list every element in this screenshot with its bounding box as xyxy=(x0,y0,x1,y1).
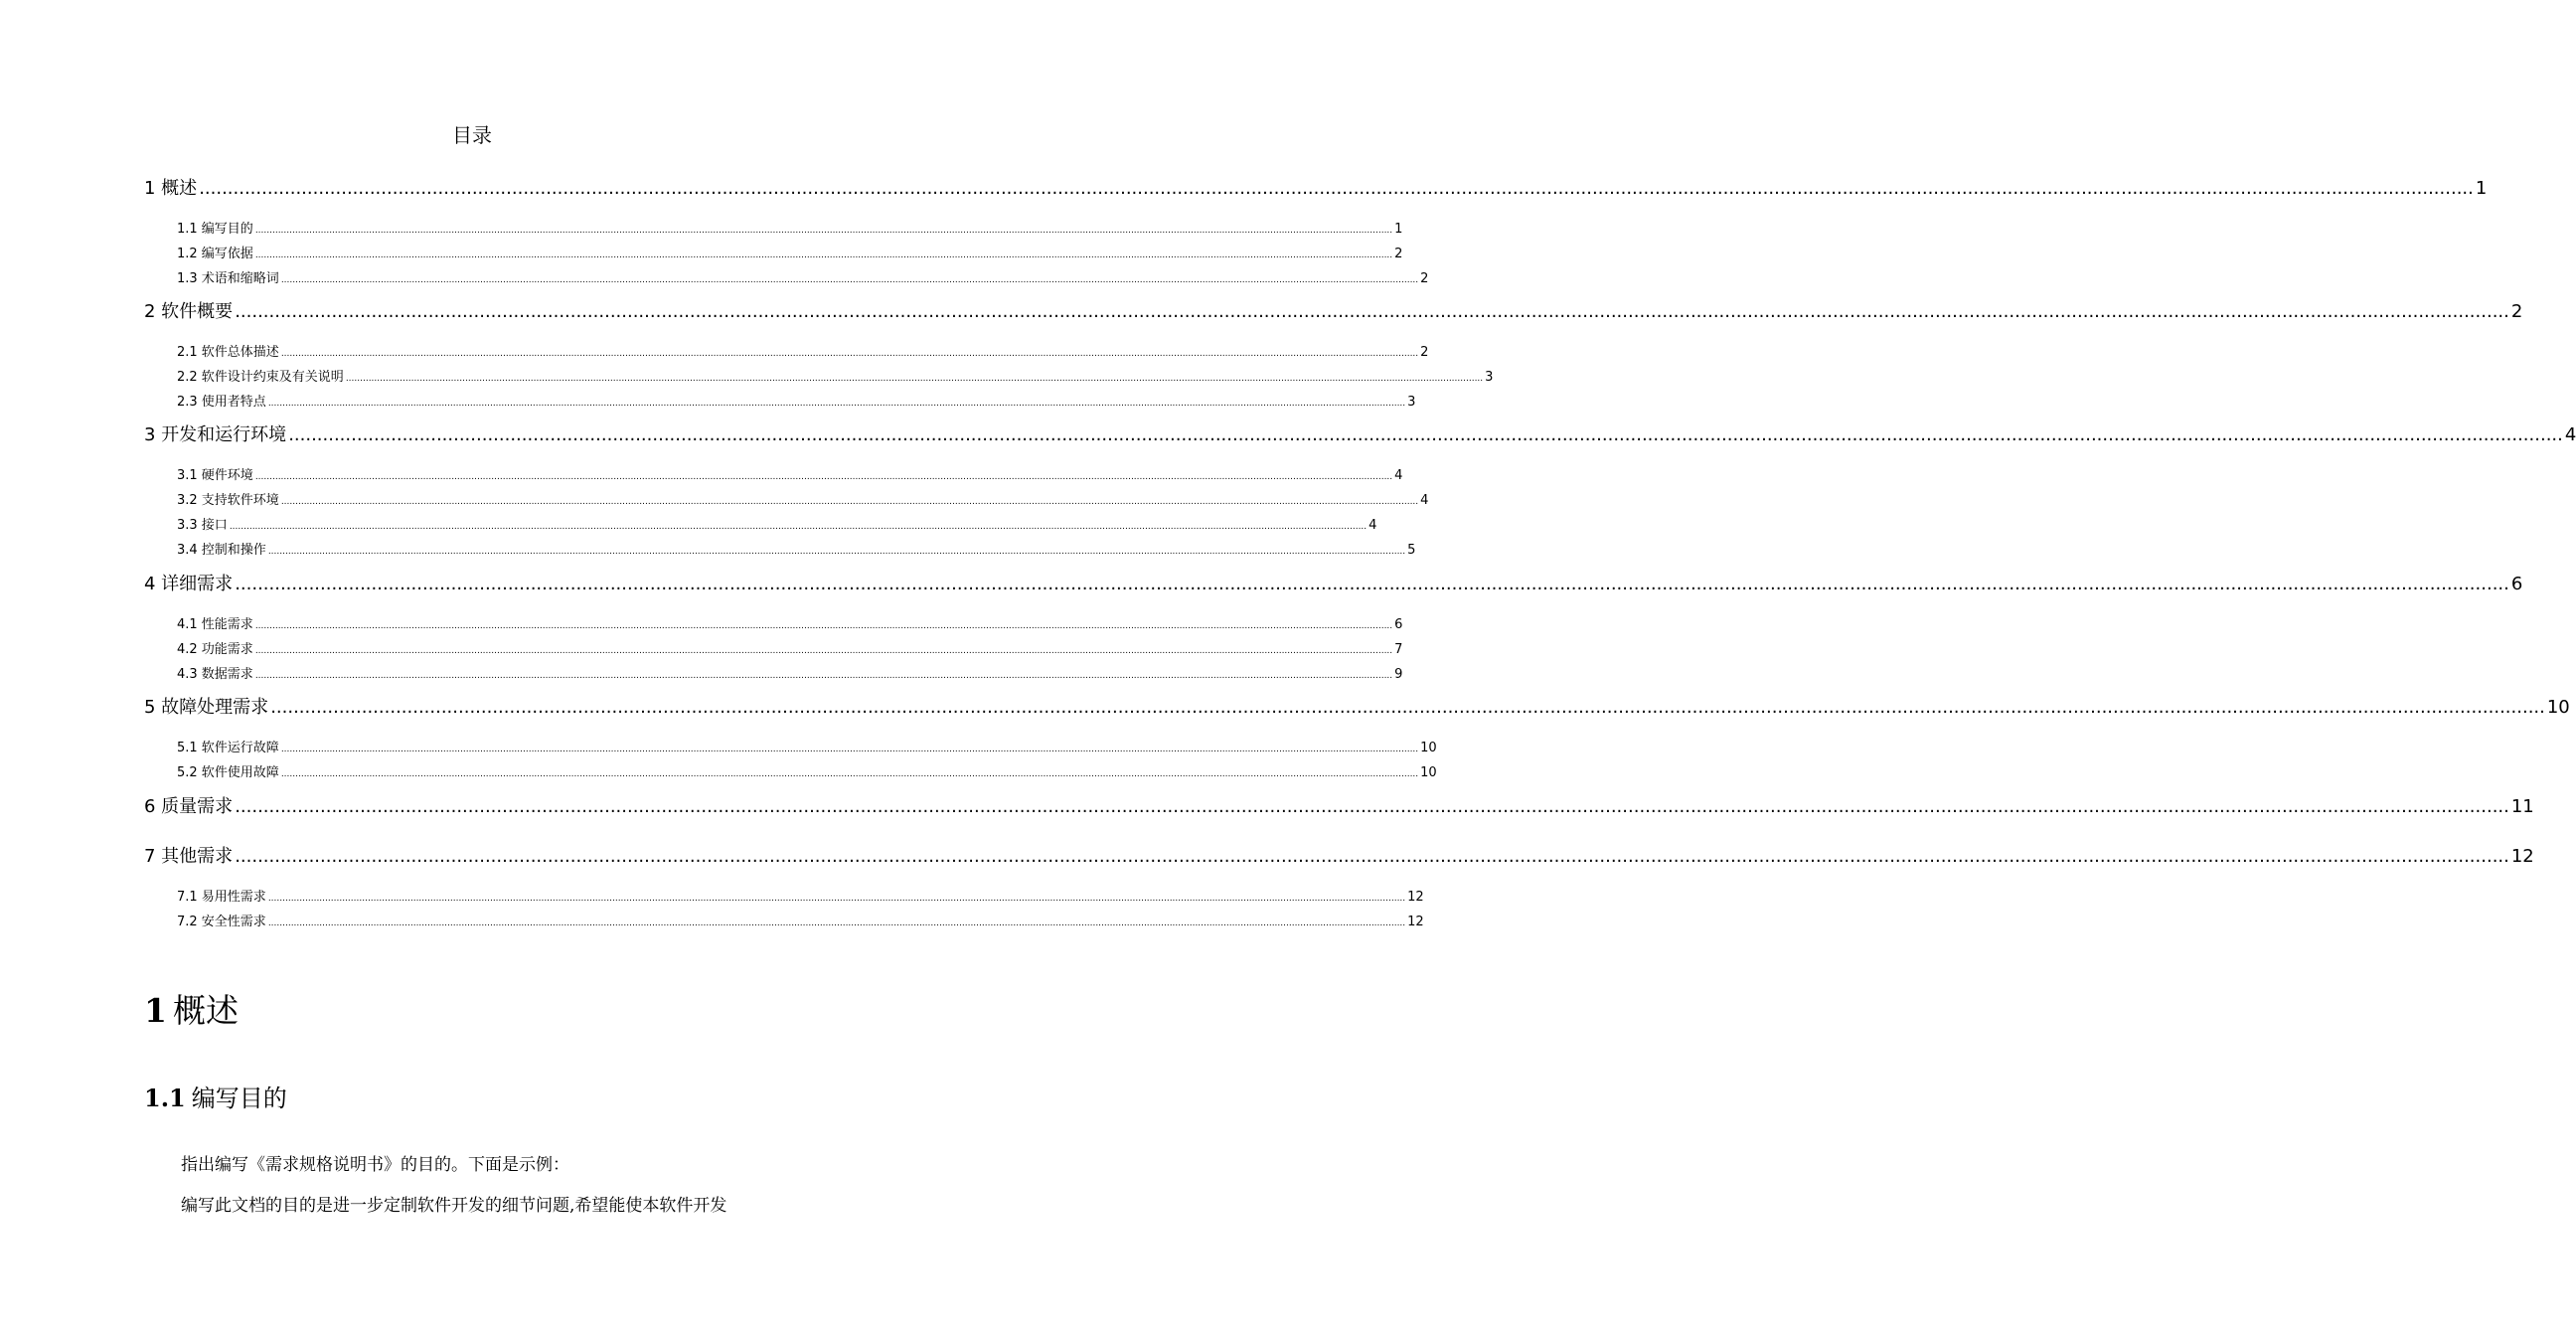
toc-entry-label: 3.4 控制和操作 xyxy=(177,543,266,558)
toc-entry-page: 7 xyxy=(1394,642,1403,657)
toc-entry[interactable] xyxy=(177,638,1403,657)
toc-leader-dots: ................................................................................................................................................................................................................................................................................................................................................................................................................ xyxy=(267,894,1406,904)
toc-title: 目录 xyxy=(452,123,492,147)
toc-entry-page: 5 xyxy=(1407,543,1416,558)
toc-entry-label: 3.3 接口 xyxy=(177,518,228,533)
toc-leader-dots: ................................................................................................................................................................................................................................................................................................................................................................................................................ xyxy=(254,671,1393,681)
toc-entry-page: 10 xyxy=(2546,697,2570,718)
toc-entry-page: 3 xyxy=(1407,395,1416,410)
toc-entry-page: 6 xyxy=(2510,574,2523,594)
toc-entry[interactable] xyxy=(177,911,1424,929)
toc-entry-label: 7.1 易用性需求 xyxy=(177,890,266,905)
toc-entry[interactable] xyxy=(177,514,1377,533)
toc-entry-page: 12 xyxy=(2510,846,2534,867)
toc-entry[interactable] xyxy=(177,737,1437,755)
toc-leader-dots: ................................................................................................................................................................................................................................................................................................................................................................................................................ xyxy=(280,497,1419,507)
section-heading-1 xyxy=(144,988,239,1034)
toc-leader-dots: ................................................................................................................................................................................................................................................................................................................................................................................................................ xyxy=(267,918,1406,928)
toc-entry-label: 2 软件概要 xyxy=(144,301,234,322)
subsection-heading-1-1 xyxy=(144,1082,287,1115)
toc-leader-dots: ................................................................................................................................................................................................................................................................................................................................................................................................................ xyxy=(345,374,1484,384)
toc-leader-dots: ................................................................................................................................................................................................................................................................................................................................................................................................................ xyxy=(288,424,2563,445)
toc-leader-dots: ................................................................................................................................................................................................................................................................................................................................................................................................................ xyxy=(280,275,1419,285)
body-paragraph: 编写此文档的目的是进一步定制软件开发的细节问题,希望能使本软件开发 xyxy=(181,1196,727,1216)
toc-entry-page: 4 xyxy=(1394,468,1403,483)
toc-entry-page: 2 xyxy=(1420,271,1429,286)
toc-leader-dots: ................................................................................................................................................................................................................................................................................................................................................................................................................ xyxy=(280,349,1419,359)
body-paragraph: 指出编写《需求规格说明书》的目的。下面是示例： xyxy=(181,1155,569,1175)
toc-entry-page: 1 xyxy=(1394,222,1403,237)
toc-entry-label: 6 质量需求 xyxy=(144,796,234,817)
toc-entry-label: 4.1 性能需求 xyxy=(177,617,253,632)
toc-entry[interactable] xyxy=(177,886,1424,905)
toc-entry-label: 2.1 软件总体描述 xyxy=(177,345,279,360)
toc-leader-dots: ................................................................................................................................................................................................................................................................................................................................................................................................................ xyxy=(235,796,2509,817)
subsection-title: 编写目的 xyxy=(191,1085,287,1112)
toc-entry-page: 10 xyxy=(1420,765,1437,780)
toc-entry-page: 2 xyxy=(2510,301,2523,322)
toc-entry-page: 4 xyxy=(1420,493,1429,508)
toc-entry-label: 1.2 编写依据 xyxy=(177,247,253,261)
toc-entry[interactable] xyxy=(177,218,1403,237)
toc-entry-label: 7.2 安全性需求 xyxy=(177,915,266,929)
toc-entry[interactable] xyxy=(144,420,2576,446)
toc-leader-dots: ................................................................................................................................................................................................................................................................................................................................................................................................................ xyxy=(254,646,1393,656)
toc-entry-page: 12 xyxy=(1407,915,1424,929)
toc-entry[interactable] xyxy=(144,792,2534,818)
toc-entry-label: 5 故障处理需求 xyxy=(144,697,269,718)
toc-entry-label: 2.3 使用者特点 xyxy=(177,395,266,410)
toc-entry[interactable] xyxy=(177,391,1416,410)
toc-entry-page: 2 xyxy=(1420,345,1429,360)
toc-entry[interactable] xyxy=(144,570,2523,595)
toc-entry-label: 1.3 术语和缩略词 xyxy=(177,271,279,286)
toc-entry-label: 3.2 支持软件环境 xyxy=(177,493,279,508)
toc-leader-dots: ................................................................................................................................................................................................................................................................................................................................................................................................................ xyxy=(280,745,1419,754)
toc-entry-label: 1 概述 xyxy=(144,178,198,199)
subsection-number: 1.1 xyxy=(144,1084,186,1112)
toc-entry-page: 6 xyxy=(1394,617,1403,632)
toc-leader-dots: ................................................................................................................................................................................................................................................................................................................................................................................................................ xyxy=(270,697,2545,718)
toc-leader-dots: ................................................................................................................................................................................................................................................................................................................................................................................................................ xyxy=(254,472,1393,482)
toc-leader-dots: ................................................................................................................................................................................................................................................................................................................................................................................................................ xyxy=(199,178,2474,199)
toc-entry-page: 1 xyxy=(2475,178,2488,199)
toc-leader-dots: ................................................................................................................................................................................................................................................................................................................................................................................................................ xyxy=(267,547,1406,557)
toc-leader-dots: ................................................................................................................................................................................................................................................................................................................................................................................................................ xyxy=(235,574,2509,594)
toc-entry[interactable] xyxy=(177,613,1403,632)
toc-entry[interactable] xyxy=(177,761,1437,780)
toc-leader-dots: ................................................................................................................................................................................................................................................................................................................................................................................................................ xyxy=(254,621,1393,631)
toc-leader-dots: ................................................................................................................................................................................................................................................................................................................................................................................................................ xyxy=(280,769,1419,779)
toc-entry-label: 5.1 软件运行故障 xyxy=(177,741,279,755)
toc-leader-dots: ................................................................................................................................................................................................................................................................................................................................................................................................................ xyxy=(267,399,1406,409)
toc-entry-label: 7 其他需求 xyxy=(144,846,234,867)
toc-entry[interactable] xyxy=(177,366,1494,385)
toc-leader-dots: ................................................................................................................................................................................................................................................................................................................................................................................................................ xyxy=(235,846,2509,867)
toc-entry[interactable] xyxy=(177,663,1403,682)
toc-entry-label: 4 详细需求 xyxy=(144,574,234,594)
toc-entry[interactable] xyxy=(144,297,2523,323)
toc-entry[interactable] xyxy=(177,267,1429,286)
toc-entry-page: 4 xyxy=(1368,518,1377,533)
toc-entry-label: 4.3 数据需求 xyxy=(177,667,253,682)
toc-entry-page: 3 xyxy=(1485,370,1494,385)
toc-entry-label: 3.1 硬件环境 xyxy=(177,468,253,483)
toc-entry[interactable] xyxy=(177,243,1403,261)
toc-entry-label: 4.2 功能需求 xyxy=(177,642,253,657)
toc-entry-label: 3 开发和运行环境 xyxy=(144,424,287,445)
toc-leader-dots: ................................................................................................................................................................................................................................................................................................................................................................................................................ xyxy=(254,226,1393,236)
toc-entry[interactable] xyxy=(177,489,1429,508)
toc-entry[interactable] xyxy=(144,693,2570,719)
section-title: 概述 xyxy=(172,991,239,1030)
toc-entry-page: 9 xyxy=(1394,667,1403,682)
toc-leader-dots: ................................................................................................................................................................................................................................................................................................................................................................................................................ xyxy=(254,250,1393,260)
toc-entry-label: 1.1 编写目的 xyxy=(177,222,253,237)
toc-entry-page: 11 xyxy=(2510,796,2534,817)
toc-entry[interactable] xyxy=(144,174,2488,200)
toc-entry-page: 12 xyxy=(1407,890,1424,905)
toc-leader-dots: ................................................................................................................................................................................................................................................................................................................................................................................................................ xyxy=(235,301,2509,322)
toc-entry[interactable] xyxy=(177,341,1429,360)
toc-entry-page: 4 xyxy=(2564,424,2576,445)
toc-entry[interactable] xyxy=(177,539,1416,558)
toc-entry[interactable] xyxy=(177,464,1403,483)
toc-entry-label: 2.2 软件设计约束及有关说明 xyxy=(177,370,344,385)
toc-entry-label: 5.2 软件使用故障 xyxy=(177,765,279,780)
toc-leader-dots: ................................................................................................................................................................................................................................................................................................................................................................................................................ xyxy=(229,522,1368,532)
section-number: 1 xyxy=(144,991,167,1030)
toc-entry-page: 2 xyxy=(1394,247,1403,261)
toc-entry-page: 10 xyxy=(1420,741,1437,755)
toc-entry[interactable] xyxy=(144,842,2534,868)
